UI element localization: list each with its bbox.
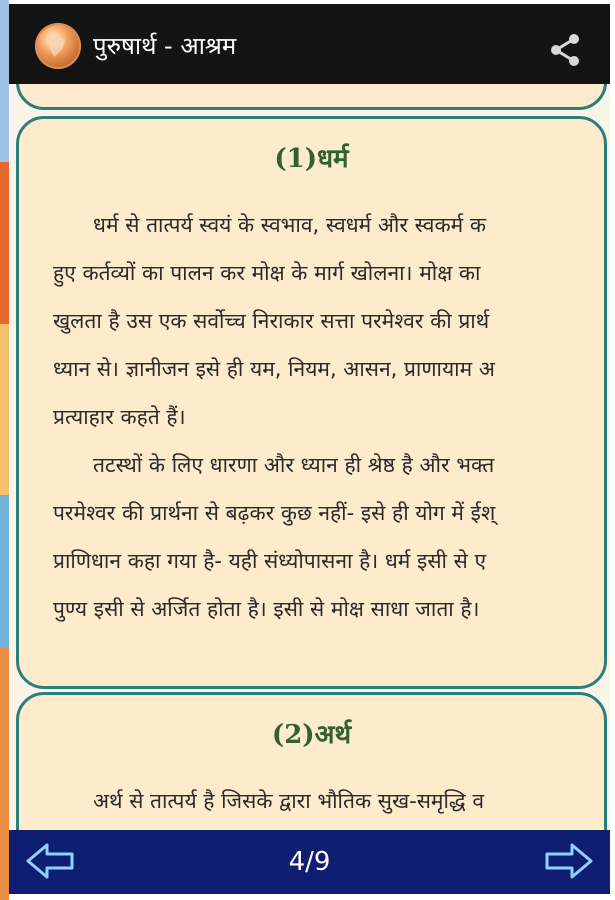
card-dharma: [16, 116, 607, 689]
share-icon[interactable]: [548, 33, 582, 67]
paragraph-line: पुण्य इसी से अर्जित होता है। इसी से मोक्ष साधा जाता है।: [53, 597, 480, 621]
background-strip: [0, 0, 9, 900]
paragraph-line: खुलता है उस एक सर्वोच्च निराकार सत्ता परमेश्वर की प्रार्थ: [53, 309, 490, 333]
card-artha: [16, 692, 607, 830]
content-scroll-area[interactable]: [9, 84, 610, 830]
paragraph-line: अर्थ से तात्पर्य है जिसके द्वारा भौतिक सुख-समृद्धि व: [53, 789, 485, 813]
paragraph-line: धर्म से तात्पर्य स्वयं के स्वभाव, स्वधर्म और स्वकर्म क: [53, 213, 486, 237]
app-title: पुरुषार्थ - आश्रम: [93, 32, 237, 60]
action-bar: [9, 4, 610, 84]
right-arrow-icon[interactable]: [544, 842, 594, 880]
paragraph-line: प्राणिधान कहा गया है- यही संध्योपासना है। धर्म इसी से ए: [53, 549, 487, 573]
paragraph-line: प्रत्याहार कहते हैं।: [53, 405, 186, 429]
card-title: (2)अर्थ: [271, 720, 352, 750]
card-previous: [16, 84, 607, 110]
page-indicator: 4/9: [288, 847, 331, 877]
paragraph-line: तटस्थों के लिए धारणा और ध्यान ही श्रेष्ठ है और भक्त: [53, 453, 495, 477]
bottom-navigation: [9, 830, 610, 894]
card-title: (1)धर्म: [274, 144, 349, 174]
app-logo-icon[interactable]: [35, 23, 81, 69]
paragraph-line: ध्यान से। ज्ञानीजन इसे ही यम, नियम, आसन, प्राणायाम अ: [53, 357, 495, 381]
paragraph-line: हुए कर्तव्यों का पालन कर मोक्ष के मार्ग खोलना। मोक्ष का: [53, 261, 481, 285]
paragraph-line: परमेश्वर की प्रार्थना से बढ़कर कुछ नहीं- इसे ही योग में ईश्: [53, 501, 496, 525]
